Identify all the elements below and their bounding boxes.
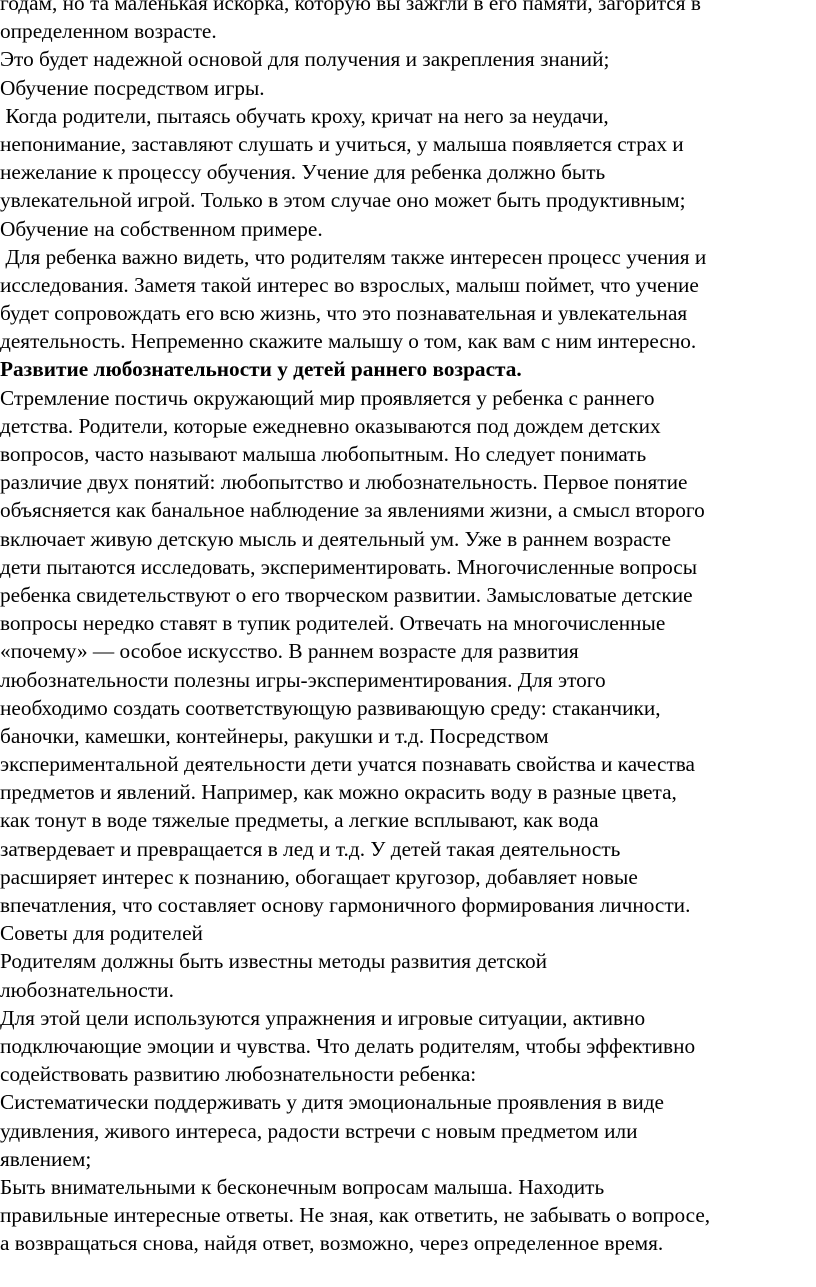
text-line: необходимо создать соответствующую развивающую среду: стаканчики,	[0, 695, 661, 720]
text-line: Систематически поддерживать у дитя эмоциональные проявления в виде	[0, 1090, 665, 1115]
text-line: вопросов, часто называют малыша любопытным. Но следует понимать	[0, 442, 647, 466]
text-line: явлением;	[0, 1146, 92, 1171]
text-line: нежелание к процессу обучения. Учение для ребенка должно быть	[0, 160, 606, 185]
text-line: содействовать развитию любознательности ребенка:	[0, 1062, 477, 1087]
text-line: а возвращаться снова, найдя ответ, возможно, через определенное время.	[0, 1231, 664, 1256]
text-line: Обучение посредством игры.	[0, 75, 265, 100]
text-line: экспериментальной деятельности дети учатся познавать свойства и качества	[0, 752, 695, 777]
text-line: удивления, живого интереса, радости встречи с новым предметом или	[0, 1118, 638, 1143]
section-heading: Развитие любознательности у детей раннего возраста.	[0, 357, 522, 382]
text-line: впечатления, что составляет основу гармоничного формирования личности.	[0, 893, 691, 917]
text-line: подключающие эмоции и чувства. Что делать родителям, чтобы эффективно	[0, 1033, 696, 1058]
text-line: баночки, камешки, контейнеры, ракушки и т.д. Посредством	[0, 723, 549, 748]
text-line: Для этой цели используются упражнения и игровые ситуации, активно	[0, 1005, 646, 1030]
text-line: дети пытаются исследовать, экспериментировать. Многочисленные вопросы	[0, 554, 698, 579]
text-line: Для ребенка важно видеть, что родителям также интересен процесс учения и	[0, 244, 707, 269]
text-line: Стремление постичь окружающий мир проявляется у ребенка с раннего	[0, 385, 655, 410]
text-line: расширяет интерес к познанию, обогащает кругозор, добавляет новые	[0, 864, 638, 889]
text-line: вопросы нередко ставят в тупик родителей. Отвечать на многочисленные	[0, 611, 666, 636]
text-line: Советы для родителей	[0, 921, 203, 946]
text-line: деятельность. Непременно скажите малышу о том, как вам с ним интересно.	[0, 329, 697, 354]
text-line: любознательности.	[0, 977, 174, 1002]
text-line: Быть внимательными к бесконечным вопросам малыша. Находить	[0, 1174, 605, 1199]
text-line: включает живую детскую мысль и деятельный ум. Уже в раннем возрасте	[0, 526, 671, 551]
text-line: непонимание, заставляют слушать и учиться, у малыша появляется страх и	[0, 131, 684, 156]
text-line: Это будет надежной основой для получения и закрепления знаний;	[0, 47, 610, 72]
text-line: детства. Родители, которые ежедневно оказываются под дождем детских	[0, 413, 661, 438]
text-line: как тонут в воде тяжелые предметы, а легкие всплывают, как вода	[0, 808, 599, 833]
text-line: Когда родители, пытаясь обучать кроху, кричат на него за неудачи,	[0, 103, 609, 128]
text-line: объясняется как банальное наблюдение за явлениями жизни, а смысл второго	[0, 498, 705, 523]
text-line: затвердевает и превращается в лед и т.д. У детей такая деятельность	[0, 836, 621, 861]
text-line: любознательности полезны игры-экспериментирования. Для этого	[0, 667, 606, 692]
text-line: увлекательной игрой. Только в этом случае оно может быть продуктивным;	[0, 188, 686, 213]
text-line: «почему» — особое искусство. В раннем возрасте для развития	[0, 639, 579, 664]
text-line: различие двух понятий: любопытство и любознательность. Первое понятие	[0, 470, 688, 495]
text-line: годам, но та маленькая искорка, которую вы зажгли в его памяти, загорится в	[0, 0, 701, 15]
text-line: будет сопровождать его всю жизнь, что это познавательная и увлекательная	[0, 301, 688, 326]
text-line: ребенка свидетельствуют о его творческом развитии. Замысловатые детские	[0, 582, 693, 607]
text-line: правильные интересные ответы. Не зная, как ответить, не забывать о вопросе,	[0, 1203, 711, 1228]
text-line: исследования. Заметя такой интерес во взрослых, малыш поймет, что учение	[0, 272, 699, 297]
text-line: Родителям должны быть известны методы развития детской	[0, 949, 548, 974]
text-line: Обучение на собственном примере.	[0, 216, 323, 241]
text-line: предметов и явлений. Например, как можно окрасить воду в разные цвета,	[0, 780, 677, 805]
text-line: определенном возрасте.	[0, 19, 217, 44]
